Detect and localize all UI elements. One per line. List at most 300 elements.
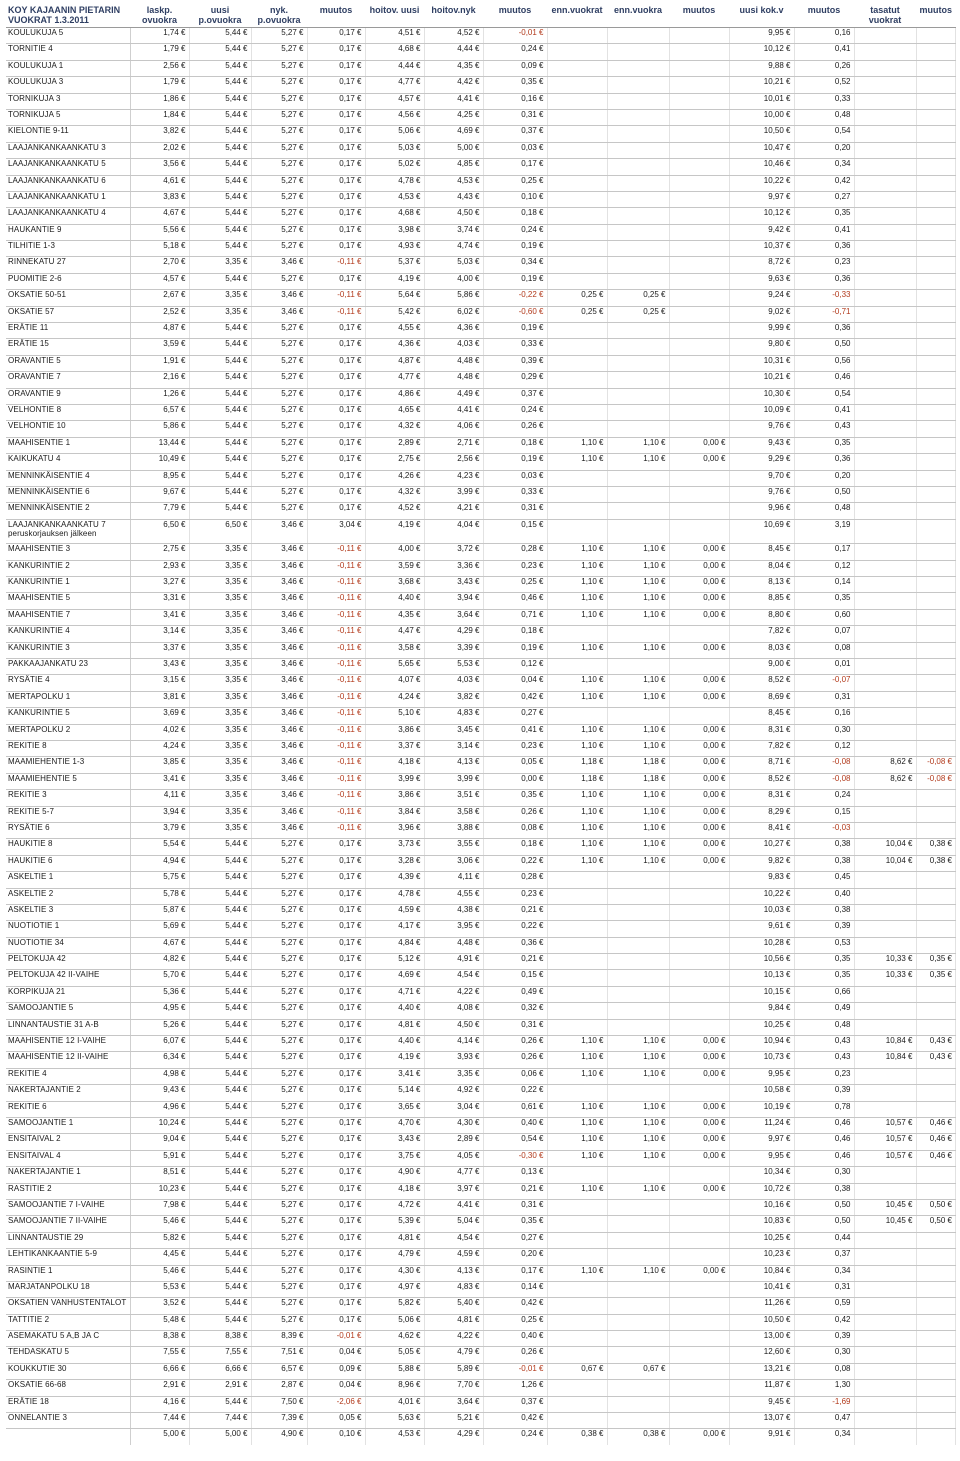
value-cell (916, 1281, 956, 1297)
value-cell: 4,59 € (424, 1249, 483, 1265)
value-cell: 3,35 € (189, 593, 251, 609)
value-cell (607, 1003, 669, 1019)
value-cell (854, 339, 916, 355)
value-cell: 5,27 € (251, 273, 307, 289)
value-cell: 0,18 € (483, 626, 547, 642)
value-cell: 0,00 € (483, 773, 547, 789)
value-cell: 6,50 € (130, 519, 189, 544)
value-cell: 9,97 € (729, 191, 794, 207)
value-cell (669, 1199, 729, 1215)
value-cell (854, 593, 916, 609)
value-cell (916, 544, 956, 560)
value-cell: 0,17 € (307, 1216, 365, 1232)
value-cell: 4,94 € (130, 855, 189, 871)
value-cell (916, 675, 956, 691)
value-cell (854, 454, 916, 470)
table-row (6, 257, 956, 273)
value-cell (547, 1298, 607, 1314)
column-header: nyk. p.ovuokra (251, 5, 307, 28)
value-cell: 5,44 € (189, 339, 251, 355)
value-cell: 4,03 € (424, 675, 483, 691)
value-cell: 2,52 € (130, 306, 189, 322)
value-cell: 0,53 (794, 937, 854, 953)
value-cell (547, 1380, 607, 1396)
value-cell (916, 1265, 956, 1281)
value-cell: 0,35 € (483, 77, 547, 93)
value-cell (547, 470, 607, 486)
property-name-cell: KANKURINTIE 2 (6, 560, 130, 576)
value-cell: 3,52 € (130, 1298, 189, 1314)
value-cell: 3,58 € (424, 806, 483, 822)
value-cell: 2,75 € (365, 454, 424, 470)
value-cell: 0,41 (794, 44, 854, 60)
property-name-cell: VELHONTIE 8 (6, 404, 130, 420)
value-cell (854, 44, 916, 60)
value-cell: 3,46 € (251, 691, 307, 707)
value-cell: 0,42 € (483, 1413, 547, 1429)
value-cell: 3,35 € (189, 724, 251, 740)
value-cell (669, 1167, 729, 1183)
value-cell: 5,27 € (251, 175, 307, 191)
value-cell (916, 1232, 956, 1248)
value-cell: 10,46 € (729, 159, 794, 175)
table-row (6, 593, 956, 609)
value-cell: 10,45 € (854, 1199, 916, 1215)
value-cell: 3,35 € (189, 560, 251, 576)
value-cell (607, 28, 669, 44)
value-cell: 4,41 € (424, 1199, 483, 1215)
value-cell: 3,79 € (130, 822, 189, 838)
value-cell: 1,10 € (547, 577, 607, 593)
value-cell (916, 28, 956, 44)
value-cell (607, 921, 669, 937)
value-cell: 3,35 € (189, 691, 251, 707)
value-cell: 4,35 € (365, 609, 424, 625)
value-cell: 5,88 € (365, 1363, 424, 1379)
value-cell: 1,10 € (547, 1150, 607, 1166)
value-cell: 1,10 € (607, 1068, 669, 1084)
value-cell: 5,10 € (365, 708, 424, 724)
property-name-cell: ASKELTIE 3 (6, 904, 130, 920)
value-cell: 0,26 (794, 60, 854, 76)
value-cell: 5,78 € (130, 888, 189, 904)
value-cell (607, 1331, 669, 1347)
value-cell (916, 159, 956, 175)
property-name-cell: ORAVANTIE 7 (6, 372, 130, 388)
value-cell (669, 175, 729, 191)
value-cell (854, 1413, 916, 1429)
table-row (6, 1232, 956, 1248)
value-cell: 5,27 € (251, 1117, 307, 1133)
value-cell (669, 142, 729, 158)
value-cell: 8,45 € (729, 544, 794, 560)
value-cell: -0,08 (794, 757, 854, 773)
value-cell: 11,26 € (729, 1298, 794, 1314)
value-cell: 0,46 (794, 372, 854, 388)
value-cell: 4,81 € (365, 1019, 424, 1035)
value-cell (669, 191, 729, 207)
value-cell: 9,04 € (130, 1134, 189, 1150)
table-row (6, 470, 956, 486)
value-cell: 0,38 € (547, 1429, 607, 1445)
value-cell: 1,10 € (607, 790, 669, 806)
value-cell (669, 1363, 729, 1379)
value-cell (854, 60, 916, 76)
value-cell: 4,24 € (365, 691, 424, 707)
value-cell: 0,40 (794, 888, 854, 904)
value-cell: 0,17 € (307, 1019, 365, 1035)
value-cell: 0,17 € (307, 60, 365, 76)
value-cell: 0,00 € (669, 1036, 729, 1052)
value-cell (547, 109, 607, 125)
value-cell: 1,10 € (547, 454, 607, 470)
value-cell: 0,17 € (307, 1183, 365, 1199)
property-name-cell: REKITIE 5-7 (6, 806, 130, 822)
value-cell (607, 175, 669, 191)
value-cell: 5,44 € (189, 388, 251, 404)
value-cell (916, 790, 956, 806)
value-cell: 0,34 (794, 1265, 854, 1281)
value-cell: 5,27 € (251, 970, 307, 986)
value-cell (854, 159, 916, 175)
value-cell: 4,90 € (365, 1167, 424, 1183)
value-cell (916, 257, 956, 273)
value-cell: 0,37 (794, 1249, 854, 1265)
value-cell: 3,35 € (189, 790, 251, 806)
value-cell: 5,44 € (189, 839, 251, 855)
table-row (6, 724, 956, 740)
value-cell: 0,17 € (307, 1199, 365, 1215)
value-cell: 3,06 € (424, 855, 483, 871)
value-cell: 0,30 (794, 724, 854, 740)
value-cell (916, 577, 956, 593)
table-row (6, 1314, 956, 1330)
value-cell: -0,11 € (307, 675, 365, 691)
value-cell: -1,69 (794, 1396, 854, 1412)
value-cell: 0,49 (794, 1003, 854, 1019)
value-cell (916, 503, 956, 519)
table-row (6, 790, 956, 806)
value-cell (916, 93, 956, 109)
value-cell (916, 290, 956, 306)
value-cell (916, 323, 956, 339)
value-cell: 0,20 (794, 470, 854, 486)
value-cell (916, 404, 956, 420)
value-cell: 0,47 (794, 1413, 854, 1429)
value-cell (547, 191, 607, 207)
value-cell (547, 1003, 607, 1019)
value-cell (854, 560, 916, 576)
table-row (6, 970, 956, 986)
value-cell: 0,18 € (483, 208, 547, 224)
value-cell: 4,07 € (365, 675, 424, 691)
value-cell (916, 921, 956, 937)
value-cell: 10,22 € (729, 888, 794, 904)
property-name-cell: REKITIE 8 (6, 741, 130, 757)
value-cell (854, 208, 916, 224)
value-cell: 5,00 € (189, 1429, 251, 1445)
value-cell: 0,17 € (307, 888, 365, 904)
value-cell: 8,39 € (251, 1331, 307, 1347)
value-cell: 5,53 € (130, 1281, 189, 1297)
value-cell (607, 191, 669, 207)
value-cell: 6,50 € (189, 519, 251, 544)
value-cell (916, 470, 956, 486)
value-cell: 4,90 € (251, 1429, 307, 1445)
value-cell: 3,46 € (251, 724, 307, 740)
table-row (6, 1396, 956, 1412)
table-row (6, 708, 956, 724)
value-cell (854, 224, 916, 240)
value-cell: 4,44 € (365, 60, 424, 76)
value-cell: 0,19 € (483, 454, 547, 470)
value-cell: 1,84 € (130, 109, 189, 125)
value-cell: 10,31 € (729, 355, 794, 371)
value-cell: -0,33 (794, 290, 854, 306)
value-cell: 5,27 € (251, 126, 307, 142)
value-cell: 4,40 € (365, 1003, 424, 1019)
value-cell (854, 872, 916, 888)
value-cell: 0,19 € (483, 273, 547, 289)
property-name-cell: MAAHISENTIE 1 (6, 437, 130, 453)
value-cell: 5,27 € (251, 224, 307, 240)
value-cell (547, 626, 607, 642)
value-cell (669, 224, 729, 240)
value-cell: 5,44 € (189, 224, 251, 240)
value-cell: 0,17 € (307, 1150, 365, 1166)
value-cell: 4,11 € (130, 790, 189, 806)
table-row (6, 109, 956, 125)
value-cell: 0,00 € (669, 1101, 729, 1117)
value-cell: 0,04 € (483, 675, 547, 691)
value-cell (854, 675, 916, 691)
table-row (6, 577, 956, 593)
value-cell: 0,44 (794, 1232, 854, 1248)
value-cell: -0,11 € (307, 257, 365, 273)
property-name-cell: MAAHISENTIE 12 I-VAIHE (6, 1036, 130, 1052)
value-cell: 4,18 € (365, 757, 424, 773)
value-cell: 4,13 € (424, 757, 483, 773)
value-cell: 5,70 € (130, 970, 189, 986)
value-cell: -0,11 € (307, 626, 365, 642)
value-cell: 9,43 € (130, 1085, 189, 1101)
value-cell: 4,19 € (365, 273, 424, 289)
value-cell: 5,44 € (189, 986, 251, 1002)
value-cell: 0,17 € (307, 503, 365, 519)
value-cell (854, 1347, 916, 1363)
value-cell: 4,77 € (365, 372, 424, 388)
value-cell: 0,39 (794, 921, 854, 937)
value-cell: 0,17 € (307, 273, 365, 289)
property-name-cell: OKSATIEN VANHUSTENTALOT (6, 1298, 130, 1314)
value-cell: 4,41 € (424, 404, 483, 420)
value-cell (854, 77, 916, 93)
value-cell: 0,46 € (916, 1150, 956, 1166)
value-cell: 4,69 € (365, 970, 424, 986)
value-cell: 0,00 € (669, 609, 729, 625)
table-row (6, 609, 956, 625)
value-cell: 0,17 € (307, 872, 365, 888)
table-row (6, 1331, 956, 1347)
column-header: enn.vuokrat (547, 5, 607, 28)
value-cell: 2,91 € (130, 1380, 189, 1396)
value-cell: 8,52 € (729, 773, 794, 789)
value-cell (916, 741, 956, 757)
value-cell: 6,02 € (424, 306, 483, 322)
value-cell (669, 470, 729, 486)
value-cell (854, 921, 916, 937)
value-cell: 4,36 € (365, 339, 424, 355)
value-cell: 0,36 (794, 241, 854, 257)
value-cell: 0,00 € (669, 822, 729, 838)
value-cell: 0,17 € (307, 1314, 365, 1330)
value-cell: -0,11 € (307, 757, 365, 773)
rent-table (6, 5, 956, 1445)
value-cell: 5,82 € (130, 1232, 189, 1248)
value-cell: -0,11 € (307, 691, 365, 707)
value-cell: 0,21 € (483, 1183, 547, 1199)
table-row (6, 44, 956, 60)
value-cell (916, 1347, 956, 1363)
value-cell: 0,17 € (307, 1068, 365, 1084)
value-cell: 2,67 € (130, 290, 189, 306)
value-cell (854, 404, 916, 420)
value-cell: 3,55 € (424, 839, 483, 855)
value-cell: 0,20 € (483, 1249, 547, 1265)
value-cell: 3,35 € (189, 642, 251, 658)
property-name-cell: ENSITAIVAL 4 (6, 1150, 130, 1166)
value-cell (607, 1167, 669, 1183)
table-row (6, 323, 956, 339)
column-header: uusi kok.v (729, 5, 794, 28)
value-cell: 0,50 (794, 1216, 854, 1232)
table-row (6, 822, 956, 838)
value-cell: 4,47 € (365, 626, 424, 642)
value-cell (854, 503, 916, 519)
value-cell (854, 1396, 916, 1412)
value-cell: 10,19 € (729, 1101, 794, 1117)
value-cell: 9,00 € (729, 659, 794, 675)
value-cell (669, 1003, 729, 1019)
value-cell: 4,92 € (424, 1085, 483, 1101)
value-cell: 0,18 € (483, 839, 547, 855)
value-cell (607, 888, 669, 904)
value-cell (547, 175, 607, 191)
value-cell: 5,27 € (251, 921, 307, 937)
property-name-cell: MENNINKÄISENTIE 2 (6, 503, 130, 519)
value-cell: 4,06 € (424, 421, 483, 437)
value-cell: 3,99 € (424, 486, 483, 502)
table-row (6, 388, 956, 404)
value-cell: 3,35 € (189, 626, 251, 642)
value-cell: 11,87 € (729, 1380, 794, 1396)
value-cell: 3,93 € (424, 1052, 483, 1068)
value-cell: 5,27 € (251, 937, 307, 953)
value-cell (916, 1363, 956, 1379)
value-cell: -0,08 € (916, 773, 956, 789)
value-cell: 0,52 (794, 77, 854, 93)
value-cell: 4,41 € (424, 93, 483, 109)
value-cell (669, 257, 729, 273)
value-cell (854, 437, 916, 453)
value-cell: 5,27 € (251, 1019, 307, 1035)
value-cell: 0,17 € (307, 1052, 365, 1068)
value-cell: 0,54 (794, 388, 854, 404)
value-cell: 3,94 € (424, 593, 483, 609)
value-cell: 0,17 (794, 544, 854, 560)
value-cell (916, 486, 956, 502)
value-cell (854, 822, 916, 838)
table-row (6, 519, 956, 544)
value-cell: 0,16 € (483, 93, 547, 109)
value-cell: 0,00 € (669, 1134, 729, 1150)
value-cell (607, 126, 669, 142)
value-cell (854, 1265, 916, 1281)
value-cell: 5,44 € (189, 1019, 251, 1035)
property-name-cell: LAAJANKANKAANKATU 4 (6, 208, 130, 224)
value-cell: 5,27 € (251, 503, 307, 519)
value-cell: 5,44 € (189, 241, 251, 257)
value-cell: 0,00 € (669, 437, 729, 453)
value-cell: 8,41 € (729, 822, 794, 838)
value-cell (547, 486, 607, 502)
value-cell: 0,17 € (307, 44, 365, 60)
value-cell (607, 970, 669, 986)
value-cell: 5,44 € (189, 1281, 251, 1297)
value-cell: 0,12 € (483, 659, 547, 675)
value-cell: 5,27 € (251, 323, 307, 339)
value-cell (916, 937, 956, 953)
value-cell: 1,10 € (607, 839, 669, 855)
value-cell: -0,11 € (307, 290, 365, 306)
value-cell: 3,27 € (130, 577, 189, 593)
value-cell: 0,23 (794, 1068, 854, 1084)
value-cell: 11,24 € (729, 1117, 794, 1133)
value-cell (607, 224, 669, 240)
value-cell: 0,14 (794, 577, 854, 593)
value-cell (916, 355, 956, 371)
value-cell: 0,00 € (669, 675, 729, 691)
value-cell: 0,28 € (483, 872, 547, 888)
table-row (6, 659, 956, 675)
value-cell: 5,03 € (365, 142, 424, 158)
value-cell: 0,36 (794, 273, 854, 289)
value-cell: 0,09 € (307, 1363, 365, 1379)
value-cell (547, 323, 607, 339)
value-cell: 5,86 € (130, 421, 189, 437)
table-row (6, 306, 956, 322)
value-cell: 0,17 € (483, 159, 547, 175)
value-cell: 4,74 € (424, 241, 483, 257)
value-cell: 4,67 € (130, 208, 189, 224)
property-name-cell: HAUKITIE 6 (6, 855, 130, 871)
value-cell: 0,31 € (483, 1199, 547, 1215)
value-cell: 0,42 € (483, 691, 547, 707)
value-cell (669, 372, 729, 388)
value-cell: 0,17 € (307, 839, 365, 855)
value-cell: 4,30 € (424, 1117, 483, 1133)
value-cell: 3,85 € (130, 757, 189, 773)
property-name-cell: MAAMIEHENTIE 1-3 (6, 757, 130, 773)
value-cell: 6,66 € (189, 1363, 251, 1379)
value-cell: 0,39 (794, 1331, 854, 1347)
value-cell: 5,46 € (130, 1265, 189, 1281)
value-cell: 0,12 (794, 560, 854, 576)
value-cell: 2,56 € (130, 60, 189, 76)
value-cell: 7,55 € (130, 1347, 189, 1363)
value-cell: 3,94 € (130, 806, 189, 822)
value-cell: 3,75 € (365, 1150, 424, 1166)
